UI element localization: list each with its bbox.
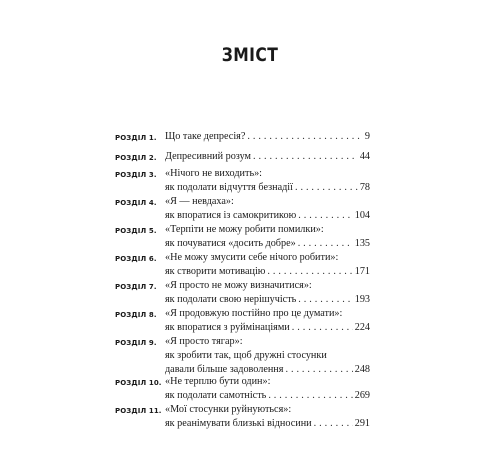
- page-number: 44: [359, 151, 370, 162]
- chapter-title-line: [165, 322, 370, 336]
- chapter-title-text: «Не можу змусити себе нічого робити»:: [165, 252, 339, 263]
- chapter-title-text: як подолати свою нерішучість: [165, 294, 297, 306]
- chapter-title-text: як почуватися «досить добре»: [165, 238, 296, 250]
- dot-leader: [314, 418, 353, 429]
- chapter-title-text: «Мої стосунки руйнуються»:: [165, 404, 292, 415]
- page-number: 171: [354, 266, 370, 278]
- chapter-title-line: [165, 418, 370, 432]
- page-number: 78: [359, 182, 370, 194]
- chapter-title-line: [165, 210, 370, 224]
- page-number: 248: [354, 364, 370, 376]
- dot-leader: [267, 266, 352, 277]
- chapter-label: РОЗДІЛ 3.: [115, 171, 157, 179]
- page-number: 291: [354, 418, 370, 430]
- chapter-title-text: «Я просто не можу визначитися»:: [165, 280, 312, 291]
- chapter-label: РОЗДІЛ 8.: [115, 311, 157, 319]
- chapter-label: РОЗДІЛ 9.: [115, 339, 157, 347]
- chapter-label: РОЗДІЛ 5.: [115, 227, 157, 235]
- chapter-title-line: [165, 308, 370, 322]
- chapter-label: РОЗДІЛ 4.: [115, 199, 157, 207]
- chapter-title-text: «Я продовжую постійно про це думати»:: [165, 308, 343, 319]
- chapter-label: РОЗДІЛ 10.: [115, 379, 162, 387]
- dot-leader: [253, 151, 358, 162]
- chapter-title-line: [165, 280, 370, 294]
- chapter-title-line: [165, 182, 370, 196]
- dot-leader: [268, 390, 352, 401]
- chapter-title-line: [165, 294, 370, 308]
- chapter-title-text: Що таке депресія?: [165, 131, 246, 142]
- chapter-label: РОЗДІЛ 1.: [115, 134, 157, 142]
- chapter-title-line: [165, 336, 370, 350]
- chapter-title-line: [165, 266, 370, 280]
- dot-leader: [292, 322, 353, 333]
- page-number: 135: [354, 238, 370, 250]
- dot-leader: [247, 131, 363, 142]
- page-number: 269: [354, 390, 370, 402]
- chapter-title-text: «Я просто тягар»:: [165, 336, 243, 347]
- chapter-title-text: як створити мотивацію: [165, 266, 266, 278]
- page-number: 9: [364, 131, 370, 142]
- page-number: 193: [354, 294, 370, 306]
- chapter-title-text: давали більше задоволення: [165, 364, 284, 376]
- dot-leader: [295, 182, 358, 193]
- chapter-title-line: [165, 131, 370, 145]
- chapter-title-text: як подолати самотність: [165, 390, 267, 402]
- chapter-title-line: [165, 224, 370, 238]
- chapter-title-text: Депресивний розум: [165, 151, 252, 162]
- chapter-title-text: як зробити так, щоб дружні стосунки: [165, 350, 327, 362]
- chapter-title-text: «Терпіти не можу робити помилки»:: [165, 224, 324, 235]
- chapter-title-text: як подолати відчуття безнадії: [165, 182, 293, 194]
- chapter-label: РОЗДІЛ 11.: [115, 407, 162, 415]
- chapter-title-text: як реанімувати близькі відносини: [165, 418, 312, 430]
- dot-leader: [298, 238, 353, 249]
- chapter-title-line: [165, 252, 370, 266]
- chapter-label: РОЗДІЛ 6.: [115, 255, 157, 263]
- chapter-title-line: [165, 151, 370, 165]
- chapter-title-line: [165, 168, 370, 182]
- dot-leader: [285, 364, 352, 375]
- chapter-title-text: «Нічого не виходить»:: [165, 168, 263, 179]
- page-number: 224: [354, 322, 370, 334]
- chapter-title-text: як впоратися з руймінаціями: [165, 322, 290, 334]
- chapter-title-line: [165, 196, 370, 210]
- chapter-title-line: [165, 376, 370, 390]
- chapter-title-text: «Я — невдаха»:: [165, 196, 234, 207]
- chapter-title-line: [165, 238, 370, 252]
- page-title: ЗМІСТ: [221, 44, 279, 66]
- chapter-title-line: [165, 404, 370, 418]
- chapter-label: РОЗДІЛ 7.: [115, 283, 157, 291]
- chapter-title-text: як впоратися із самокритикою: [165, 210, 297, 222]
- chapter-title-line: [165, 350, 370, 364]
- chapter-label: РОЗДІЛ 2.: [115, 154, 157, 162]
- dot-leader: [298, 210, 353, 221]
- dot-leader: [298, 294, 352, 305]
- chapter-title-line: [165, 390, 370, 404]
- chapter-title-text: «Не терплю бути один»:: [165, 376, 271, 387]
- page-number: 104: [354, 210, 370, 222]
